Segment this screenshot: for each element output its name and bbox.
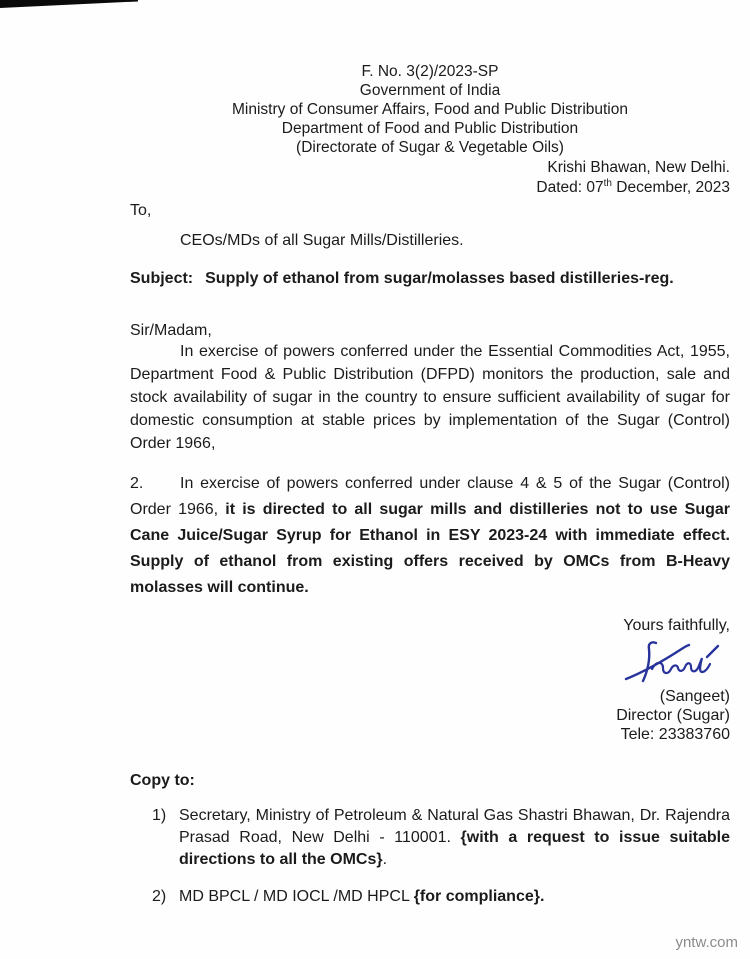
subject-label: Subject:: [130, 270, 194, 287]
signatory-block: [130, 687, 730, 744]
paragraph-2-number: 2.: [130, 475, 144, 492]
watermark: yntw.com: [675, 934, 738, 951]
greeting-line: Sir/Madam,: [130, 322, 212, 339]
paragraph-2-directive-bold: it is directed to all sugar mills and distilleries not to use Sugar Cane Juice/Sugar Syrup for Ethanol in ESY 2023-24 with immediate effect. Supply of ethanol from existing offers received by OMCs from B-Heavy molasses will continue.: [130, 501, 730, 596]
letter-content: [130, 62, 730, 908]
place-line: Krishi Bhawan, New Delhi.: [547, 159, 730, 176]
paragraph-2: [130, 471, 730, 601]
copy-to-item-1: [152, 805, 730, 871]
signatory-designation: Director (Sugar): [616, 707, 730, 724]
date-ordinal: th: [603, 177, 612, 189]
paragraph-2-normal: In exercise of powers conferred under clause 4 & 5 of the Sugar (Control) Order 1966,: [130, 475, 730, 518]
copy-item-2-normal: MD BPCL / MD IOCL /MD HPCL: [179, 888, 414, 905]
copy-item-2-bold: {for compliance}.: [413, 888, 545, 905]
copy-item-1-bold: {with a request to issue suitable directions to all the OMCs}: [179, 829, 730, 868]
copy-to-heading: Copy to:: [130, 772, 195, 789]
copy-item-2-number: 2): [152, 888, 167, 905]
date-prefix: Dated: 07: [536, 179, 604, 196]
to-label: To,: [130, 202, 152, 219]
signature-area: [130, 637, 730, 687]
signatory-phone: Tele: 23383760: [620, 726, 730, 743]
copy-item-2-text: [179, 886, 730, 908]
letterhead: [130, 62, 730, 157]
signatory-name: (Sangeet): [659, 688, 730, 705]
signature-ink: [622, 637, 724, 687]
closing-line: Yours faithfully,: [623, 617, 730, 634]
org-department: Department of Food and Public Distribution: [281, 120, 579, 137]
place-date-block: [130, 158, 730, 198]
file-number: F. No. 3(2)/2023-SP: [361, 63, 499, 80]
scan-edge-artifact: [0, 0, 138, 8]
copy-item-1-number: 1): [152, 807, 167, 824]
copy-item-1-normal: Secretary, Ministry of Petroleum & Natural Gas Shastri Bhawan, Dr. Rajendra Prasad Road, New Delhi - 110001.: [179, 807, 730, 846]
subject-text: Supply of ethanol from sugar/molasses based distilleries-reg.: [205, 270, 674, 287]
subject-line: [130, 270, 730, 288]
copy-item-1-text: [179, 805, 730, 871]
date-suffix: December, 2023: [611, 179, 730, 196]
org-ministry: Ministry of Consumer Affairs, Food and Public Distribution: [232, 101, 628, 118]
org-government: Government of India: [359, 82, 501, 99]
copy-to-item-2: [152, 886, 730, 908]
org-directorate: (Directorate of Sugar & Vegetable Oils): [296, 139, 564, 156]
addressee-line: CEOs/MDs of all Sugar Mills/Distilleries.: [180, 232, 464, 249]
paragraph-1: In exercise of powers conferred under the Essential Commodities Act, 1955, Department Food & Public Distribution (DFPD) monitors the production, sale and stock availability of sugar in the country to ensure sufficient availability of sugar for domestic consumption at stable prices by implementation of the Sugar (Control) Order 1966,: [130, 343, 730, 452]
copy-item-1-suffix: .: [382, 851, 388, 868]
date-line: [130, 178, 730, 198]
